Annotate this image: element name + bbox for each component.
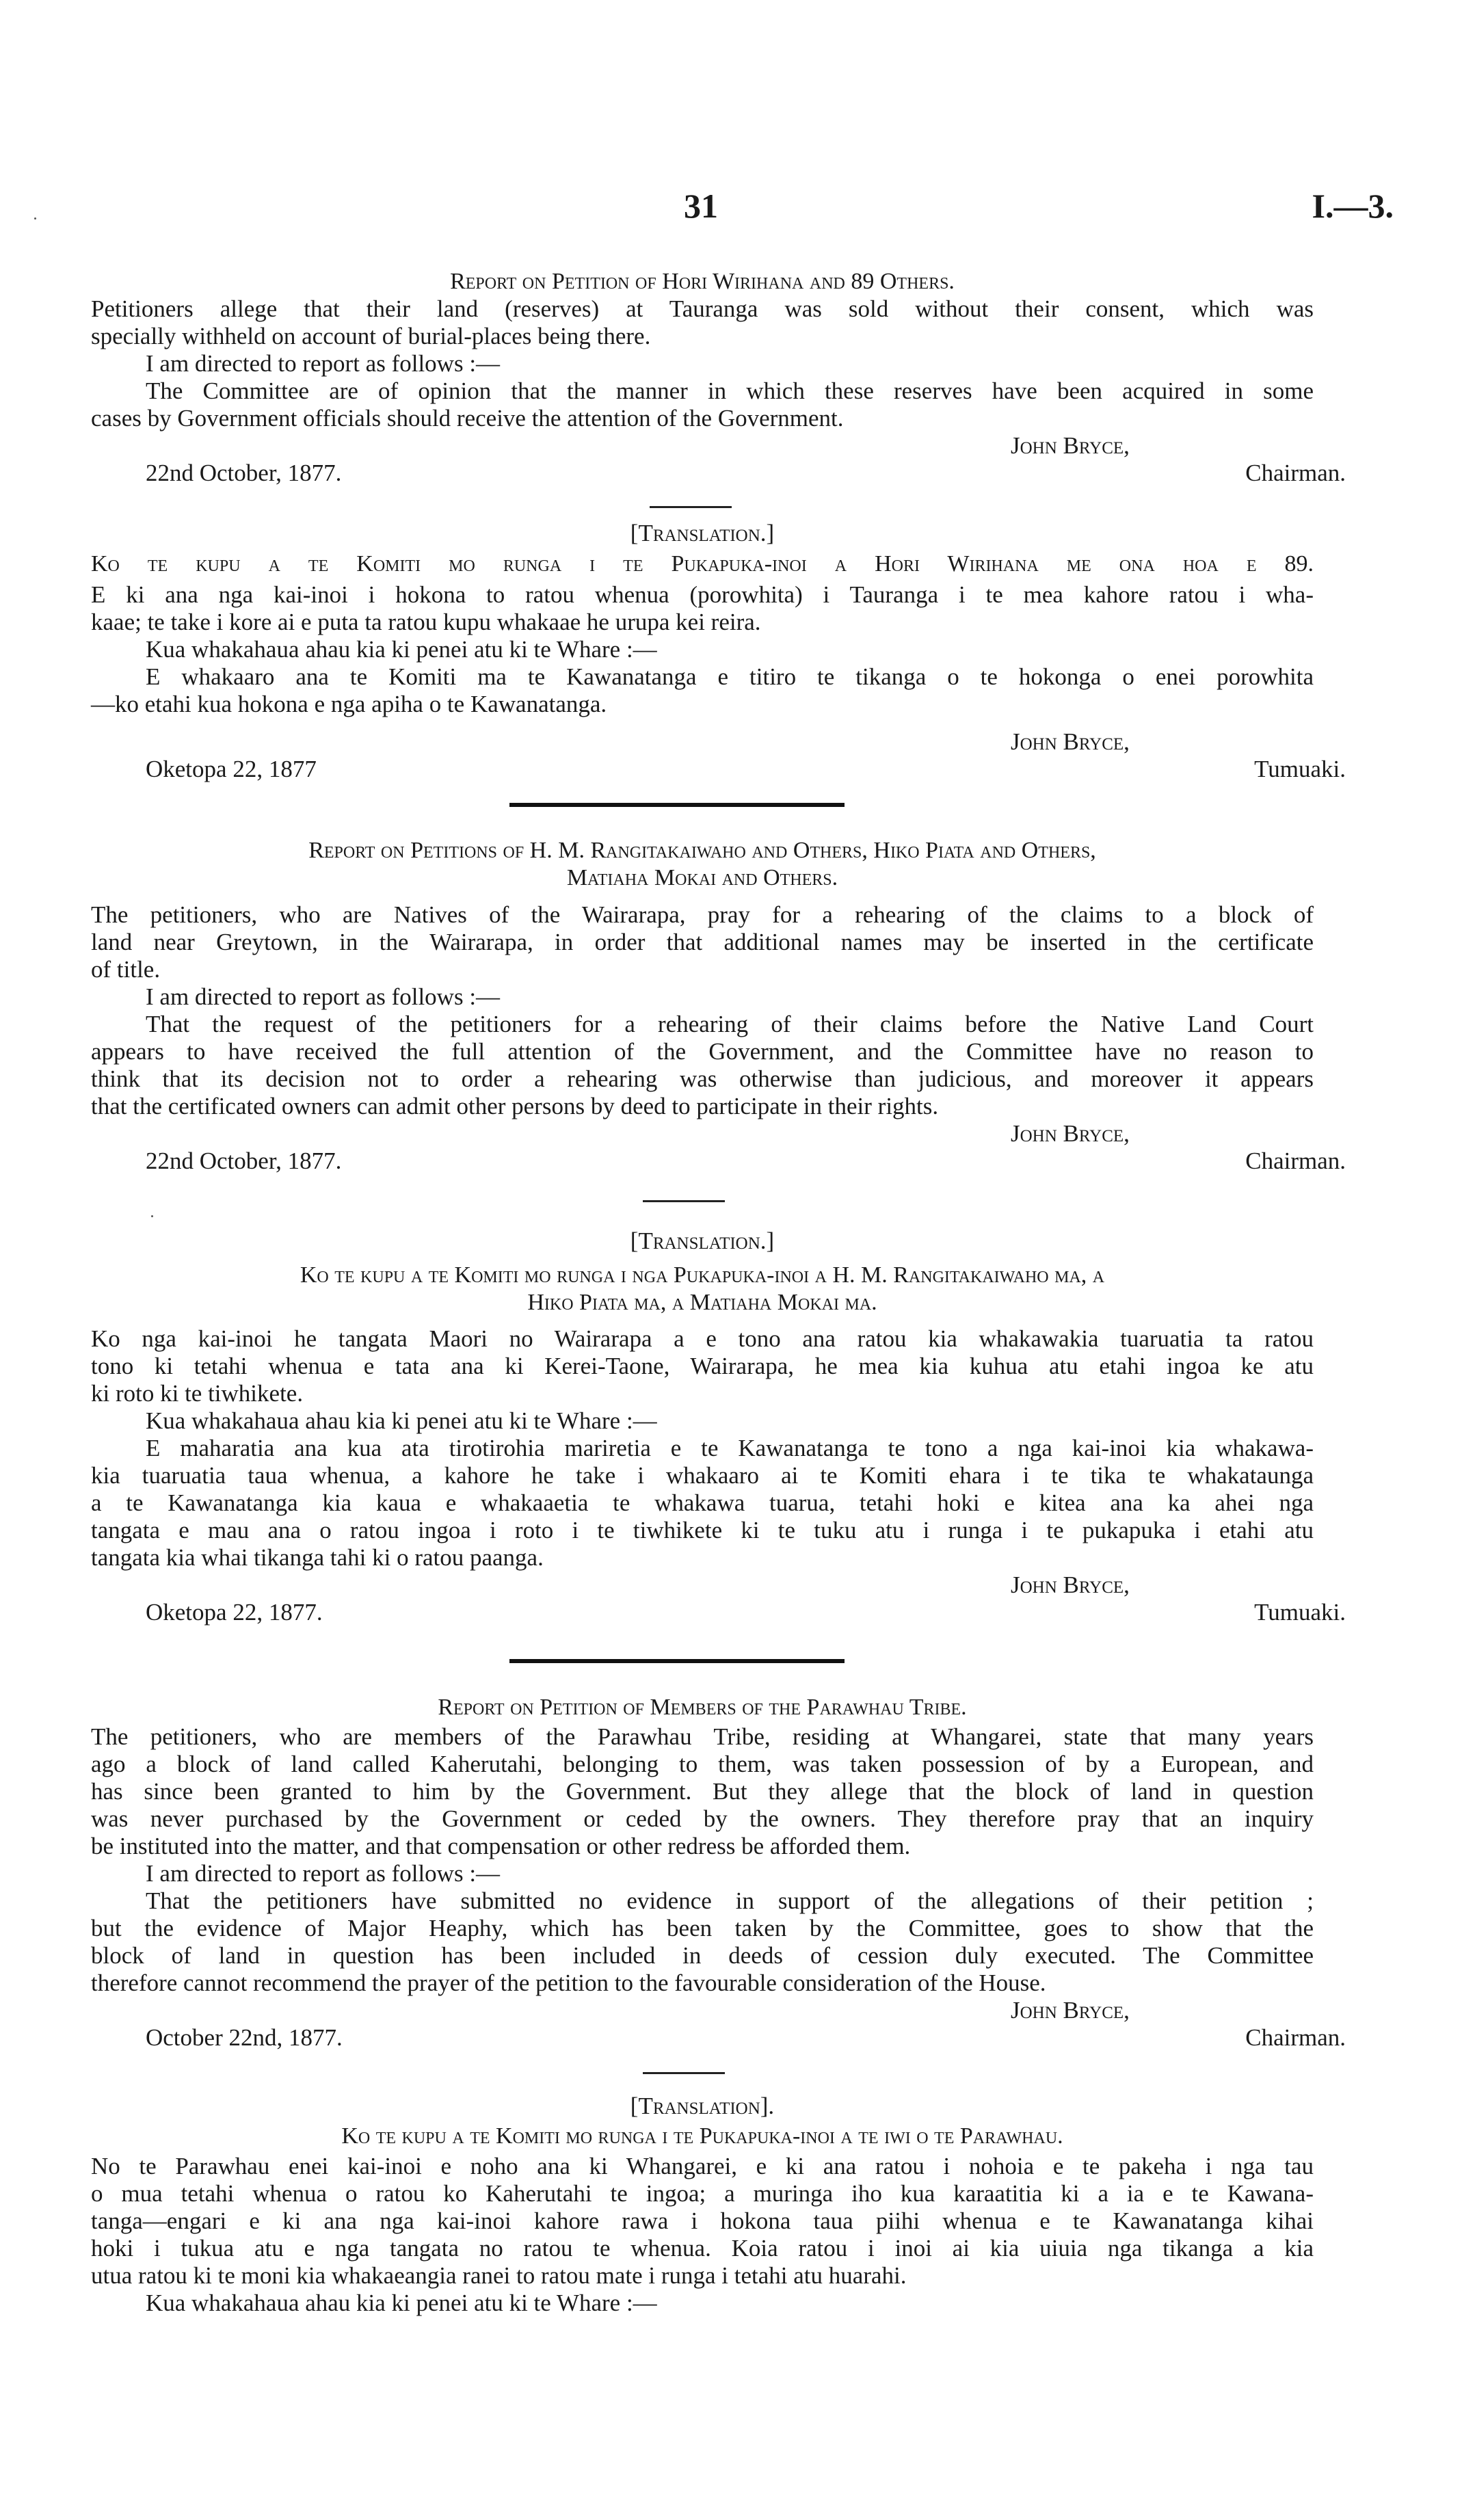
paragraph-line: I am directed to report as follows :— [146,350,501,377]
paragraph-line: Petitioners allege that their land (reserves) at Tauranga was sold without their consent, which was [91,295,1314,322]
paragraph-line: therefore cannot recommend the prayer of the petition to the favourable consideration of the House. [91,1969,1046,1996]
section-title: Report on Petition of Hori Wirihana and 89 Others. [450,269,955,294]
paragraph-line: kaae; te take i kore ai e puta ta ratou kupu whakaae he urupa kei reira. [91,609,761,635]
paragraph-line: That the petitioners have submitted no evidence in support of the allegations of their petition ; [146,1887,1314,1914]
translation-label: [Translation.] [630,1228,775,1254]
paragraph-line: kia tuaruatia taua whenua, a kahore he take i whakaaro ai te Komiti ehara i te tika te whakataunga [91,1462,1314,1489]
paragraph-line: block of land in question has been included in deeds of cession duly executed. The Committee [91,1942,1314,1969]
paragraph-line: Kua whakahaua ahau kia ki penei atu ki te Whare :— [146,636,657,663]
paragraph-line: but the evidence of Major Heaphy, which has been taken by the Committee, goes to show that the [91,1915,1314,1941]
date: October 22nd, 1877. [146,2024,343,2051]
paragraph-line: tangata e mau ana o ratou ingoa i roto i te tiwhikete ki te tuku atu i runga i te pukapuka i etahi atu [91,1517,1314,1543]
paragraph-line: appears to have received the full attention of the Government, and the Committee have no reason to [91,1038,1314,1065]
scan-speck [34,217,36,220]
paragraph-line: —ko etahi kua hokona e nga apiha o te Kawanatanga. [91,691,607,717]
section-title: Report on Petitions of H. M. Rangitakaiwaho and Others, Hiko Piata and Others, [308,838,1096,863]
section-title: Matiaha Mokai and Others. [566,865,838,890]
paragraph-line: ki roto ki te tiwhikete. [91,1380,304,1407]
paragraph-line: The petitioners, who are Natives of the Wairarapa, pray for a rehearing of the claims to a block of [91,901,1314,928]
paragraph-line: tangata kia whai tikanga tahi ki o ratou paanga. [91,1544,544,1571]
signature-role: Chairman. [1245,460,1346,486]
paragraph-line: of title. [91,956,161,983]
paragraph-line: That the request of the petitioners for a rehearing of their claims before the Native Land Court [146,1011,1314,1037]
scan-speck [151,1215,153,1217]
paragraph-line: Kua whakahaua ahau kia ki penei atu ki te Whare :— [146,1407,657,1434]
signature-role: Tumuaki. [1254,756,1346,782]
translation-title: Hiko Piata ma, a Matiaha Mokai ma. [527,1290,877,1315]
section-title: Report on Petition of Members of the Parawhau Tribe. [438,1695,967,1720]
paragraph-line: a te Kawanatanga kia kaua e whakaaetia te whakawa tuarua, tetahi hoki e kitea ana ka ahei nga [91,1489,1314,1516]
paragraph-line: ago a block of land called Kaherutahi, belonging to them, was taken possession of by a European, and [91,1751,1314,1777]
short-divider [643,1200,725,1202]
paragraph-line: utua ratou ki te moni kia whakaeangia ranei to ratou mate i runga i tetahi atu huarahi. [91,2262,907,2289]
page-number: 31 [684,187,718,225]
paragraph-line: be instituted into the matter, and that compensation or other redress be afforded them. [91,1833,911,1859]
paragraph-line: E maharatia ana kua ata tirotirohia mariretia e te Kawanatanga te tono a nga kai-inoi kia whakawa- [146,1435,1314,1461]
document-reference: I.—3. [1312,187,1394,225]
signature-name: John Bryce, [1011,1997,1130,2024]
translation-label: [Translation.] [630,520,775,546]
section-divider [509,1659,845,1663]
date: 22nd October, 1877. [146,1148,342,1174]
signature-role: Tumuaki. [1254,1599,1346,1626]
paragraph-line: was never purchased by the Government or ceded by the owners. They therefore pray that an inquiry [91,1805,1314,1832]
paragraph-line: tanga—engari e ki ana nga kai-inoi kahore rawa i hokona taua piihi whenua e te Kawanatanga kihai [91,2207,1314,2234]
short-divider [650,506,732,508]
paragraph-line: I am directed to report as follows :— [146,1860,501,1887]
section-divider [509,803,845,807]
date: 22nd October, 1877. [146,460,342,486]
paragraph-line: Ko nga kai-inoi he tangata Maori no Wairarapa a e tono ana ratou kia whakawakia tuaruatia ta ratou [91,1325,1314,1352]
paragraph-line: No te Parawhau enei kai-inoi e noho ana ki Whangarei, e ki ana ratou i nohoia e te pakeha i nga tau [91,2153,1314,2179]
signature-role: Chairman. [1245,2024,1346,2051]
paragraph-line: The petitioners, who are members of the Parawhau Tribe, residing at Whangarei, state that many years [91,1723,1314,1750]
date: Oketopa 22, 1877 [146,756,317,782]
paragraph-line: E ki ana nga kai-inoi i hokona to ratou whenua (porowhita) i Tauranga i te mea kahore ratou i wha- [91,581,1314,608]
paragraph-line: tono ki tetahi whenua e tata ana ki Kerei-Taone, Wairarapa, he mea kia kuhua atu etahi ingoa ke atu [91,1353,1314,1379]
paragraph-line: o mua tetahi whenua o ratou ko Kaherutahi te ingoa; a muringa iho kua karaatitia ki a ia e te Kawana- [91,2180,1314,2207]
paragraph-line: The Committee are of opinion that the manner in which these reserves have been acquired in some [146,377,1314,404]
signature-name: John Bryce, [1011,1571,1130,1598]
signature-name: John Bryce, [1011,1120,1130,1147]
paragraph-line: hoki i tukua atu e nga tangata no ratou te whenua. Koia ratou i inoi ai kia uiuia nga tikanga a kia [91,2235,1314,2262]
translation-title: Ko te kupu a te Komiti mo runga i te Pukapuka-inoi a Hori Wirihana me ona hoa e 89. [91,551,1314,576]
paragraph-line: specially withheld on account of burial-places being there. [91,323,651,349]
translation-title: Ko te kupu a te Komiti mo runga i nga Pukapuka-inoi a H. M. Rangitakaiwaho ma, a [300,1262,1105,1288]
paragraph-line: E whakaaro ana te Komiti ma te Kawanatanga e titiro te tikanga o te hokonga o enei porowhita [146,663,1314,690]
signature-name: John Bryce, [1011,432,1130,459]
date: Oketopa 22, 1877. [146,1599,323,1626]
signature-name: John Bryce, [1011,728,1130,755]
paragraph-line: I am directed to report as follows :— [146,983,501,1010]
paragraph-line: think that its decision not to order a rehearing was otherwise than judicious, and moreover it appears [91,1065,1314,1092]
signature-role: Chairman. [1245,1148,1346,1174]
short-divider [643,2072,725,2074]
paragraph-line: land near Greytown, in the Wairarapa, in order that additional names may be inserted in the certificate [91,929,1314,955]
paragraph-line: cases by Government officials should receive the attention of the Government. [91,405,844,432]
translation-title: Ko te kupu a te Komiti mo runga i te Pukapuka-inoi a te iwi o te Parawhau. [341,2123,1063,2149]
translation-label: [Translation]. [630,2093,775,2119]
paragraph-line: has since been granted to him by the Government. But they allege that the block of land in question [91,1778,1314,1805]
paragraph-line: that the certificated owners can admit other persons by deed to participate in their rights. [91,1093,939,1119]
paragraph-line: Kua whakahaua ahau kia ki penei atu ki te Whare :— [146,2290,657,2316]
